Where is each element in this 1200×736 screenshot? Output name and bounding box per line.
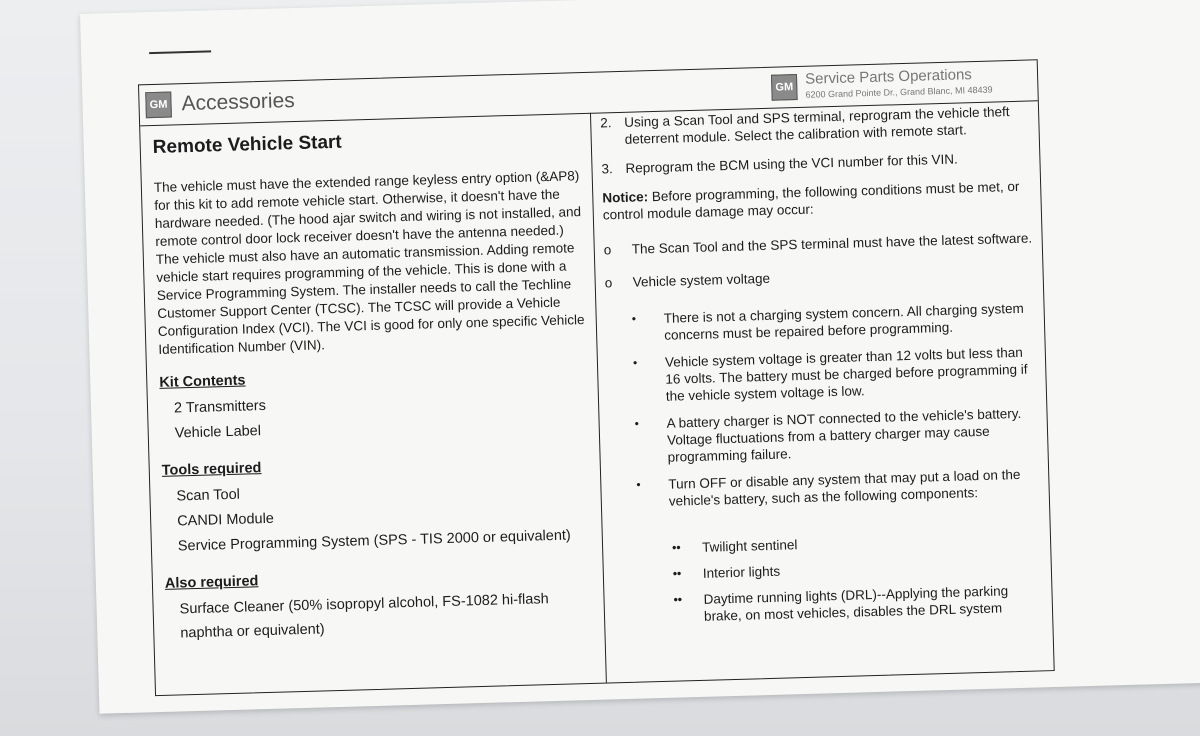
bullet-item: [636, 465, 1043, 510]
component-text: Twilight sentinel: [701, 537, 798, 555]
voltage-bullets: [631, 299, 1042, 510]
condition-item: [604, 229, 1036, 258]
bullet-marker: •: [636, 477, 641, 492]
document-frame: [138, 59, 1055, 696]
document-sheet: [80, 0, 1200, 714]
bullet-text: A battery charger is NOT connected to the vehicle's battery. Voltage fluctuations from a battery charger may cause programming failure.: [666, 405, 1022, 465]
bullet-text: Turn OFF or disable any system that may put a load on the vehicle's battery, such as the following components:: [668, 466, 1021, 509]
notice-text: Before programming, the following conditions must be met, or control module damage may occur:: [602, 178, 1020, 223]
condition-text: Vehicle system voltage: [632, 270, 771, 290]
document-title: Remote Vehicle Start: [152, 131, 343, 159]
condition-item: [604, 262, 1036, 291]
kit-contents-heading: Kit Contents: [159, 372, 246, 391]
component-item: [673, 581, 1046, 625]
step-number: 2.: [600, 115, 612, 131]
list-item: Surface Cleaner (50% isopropyl alcohol, FS-1082 hi-flash naphtha or equivalent): [179, 591, 549, 642]
list-item: 2 Transmitters: [173, 397, 267, 417]
bullet-marker: •: [634, 416, 640, 431]
step-item: [601, 148, 1033, 177]
bullet-item: [634, 404, 1041, 466]
step-text: Using a Scan Tool and SPS terminal, reprogram the vehicle theft deterrent module. Select the calibration with remote start.: [624, 104, 1010, 147]
org-name: Service Parts Operations: [804, 66, 973, 88]
gm-logo-icon: GM: [145, 91, 172, 118]
brand-accessories: Accessories: [181, 89, 296, 116]
bullet-item: [631, 299, 1038, 344]
component-text: Interior lights: [702, 563, 781, 581]
intro-paragraph: The vehicle must have the extended range keyless entry option (&AP8) for this kit to add remote vehicle start. Otherwise, it doesn't have the hardware needed. (The hood ajar switch and wiring is not installed, and remote control door lock receiver doesn't have the antenna needed.) The vehicle must also have an automatic transmission. Adding remote vehicle start requires programming of the vehicle. This is done with a Service Programming System. The installer needs to call the Techline Customer Support Center (TCSC). The TCSC will provide a Vehicle Configuration Index (VCI). The VCI is good for only one specific Vehicle Identification Number (VIN).: [153, 168, 585, 357]
component-item: [672, 529, 1044, 556]
right-column: [600, 102, 1046, 636]
gm-logo-right-icon: GM: [771, 74, 798, 101]
kit-contents-list: [160, 385, 591, 447]
list-item: CANDI Module: [176, 510, 275, 530]
double-bullet-marker: ••: [671, 540, 681, 555]
list-item: Scan Tool: [176, 486, 241, 505]
component-text: Daytime running lights (DRL)--Applying the parking brake, on most vehicles, disables the DRL system: [703, 583, 1009, 624]
org-address: 6200 Grand Pointe Dr., Grand Blanc, MI 48439: [805, 84, 993, 100]
also-required-heading: Also required: [164, 573, 259, 592]
bullet-marker: •: [631, 311, 637, 326]
step-text: Reprogram the BCM using the VCI number for this VIN.: [625, 151, 958, 176]
bullet-marker: •: [632, 355, 638, 370]
list-item: Service Programming System (SPS - TIS 2000 or equivalent): [177, 527, 571, 555]
list-item: Vehicle Label: [174, 423, 262, 442]
condition-text: The Scan Tool and the SPS terminal must have the latest software.: [631, 230, 1033, 257]
o-marker: o: [603, 242, 612, 258]
notice-label: Notice:: [602, 189, 649, 206]
step-number: 3.: [601, 161, 614, 177]
tools-required-list: [162, 473, 594, 560]
bullet-text: Vehicle system voltage is greater than 12 volts but less than 16 volts. The battery must be charged before programming if the vehicle system voltage is low.: [664, 344, 1028, 404]
component-item: [673, 555, 1045, 582]
bullet-item: [633, 343, 1040, 405]
top-rule: [149, 50, 211, 54]
notice-paragraph: [602, 177, 1035, 223]
bullet-text: There is not a charging system concern. All charging system concerns must be repaired before programming.: [663, 300, 1024, 343]
double-bullet-marker: ••: [672, 566, 682, 581]
o-marker: o: [604, 275, 613, 291]
tools-required-heading: Tools required: [161, 460, 262, 479]
also-required-list: [165, 586, 596, 646]
component-list: [672, 529, 1046, 625]
left-column: [152, 125, 596, 662]
double-bullet-marker: ••: [673, 592, 683, 607]
